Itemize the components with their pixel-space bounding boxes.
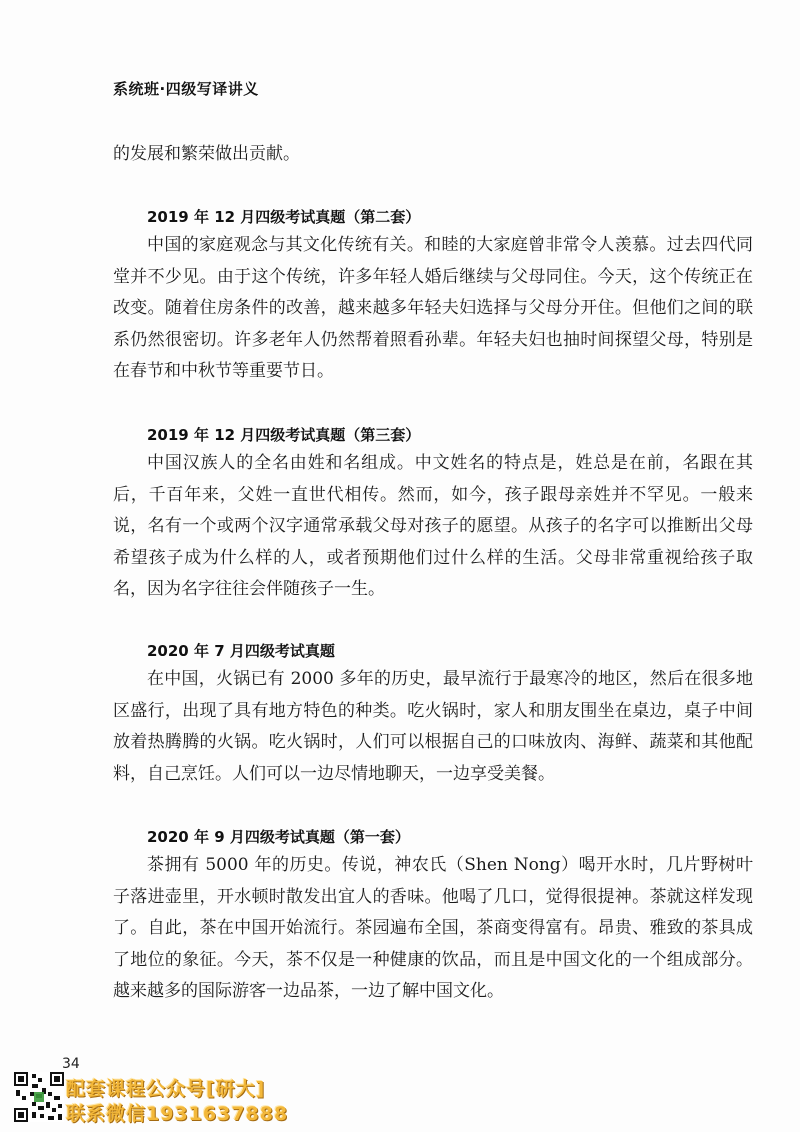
watermark-line-2: 联系微信1931637888 <box>66 1103 289 1125</box>
section-heading-1: 2019 年 12 月四级考试真题（第二套） <box>147 208 421 226</box>
section-heading-4: 2020 年 9 月四级考试真题（第一套） <box>147 828 410 846</box>
continuation-text: 的发展和繁荣做出贡献。 <box>113 144 300 164</box>
section-body-3: 在中国，火锅已有 2000 多年的历史，最早流行于最寒冷的地区，然后在很多地区盛行，出现了具有地方特色的种类。吃火锅时，家人和朋友围坐在桌边，桌子中间放着热腾腾的火锅。吃火锅时，人们可以根据自己的口味放肉、海鲜、蔬菜和其他配料，自己烹饪。人们可以一边尽情地聊天，一边享受美餐。 <box>113 669 753 784</box>
section-body-4: 茶拥有 5000 年的历史。传说，神农氏（Shen Nong）喝开水时，几片野树叶子落进壶里，开水顿时散发出宜人的香味。他喝了几口，觉得很提神。茶就这样发现了。自此，茶在中国开始流行。茶园遍布全国，茶商变得富有。昂贵、雅致的茶具成了地位的象征。今天，茶不仅是一种健康的饮品，而且是中国文化的一个组成部分。越来越多的国际游客一边品茶，一边了解中国文化。 <box>113 855 753 1001</box>
section-body-1: 中国的家庭观念与其文化传统有关。和睦的大家庭曾非常令人羡慕。过去四代同堂并不少见。由于这个传统，许多年轻人婚后继续与父母同住。今天，这个传统正在改变。随着住房条件的改善，越来越多年轻夫妇选择与父母分开住。但他们之间的联系仍然很密切。许多老年人仍然帮着照看孙辈。年轻夫妇也抽时间探望父母，特别是在春节和中秋节等重要节日。 <box>113 235 753 381</box>
section-heading-3: 2020 年 7 月四级考试真题 <box>147 642 335 660</box>
qr-code-icon <box>14 1072 64 1122</box>
section-body-2: 中国汉族人的全名由姓和名组成。中文姓名的特点是，姓总是在前，名跟在其后，千百年来，父姓一直世代相传。然而，如今，孩子跟母亲姓并不罕见。一般来说，名有一个或两个汉字通常承载父母对孩子的愿望。从孩子的名字可以推断出父母希望孩子成为什么样的人，或者预期他们过什么样的生活。父母非常重视给孩子取名，因为名字往往会伴随孩子一生。 <box>113 453 753 599</box>
running-head: 系统班·四级写译讲义 <box>113 80 259 98</box>
page-number: 34 <box>62 1056 80 1072</box>
section-heading-2: 2019 年 12 月四级考试真题（第三套） <box>147 426 421 444</box>
watermark-line-1: 配套课程公众号[研大] <box>66 1078 266 1100</box>
